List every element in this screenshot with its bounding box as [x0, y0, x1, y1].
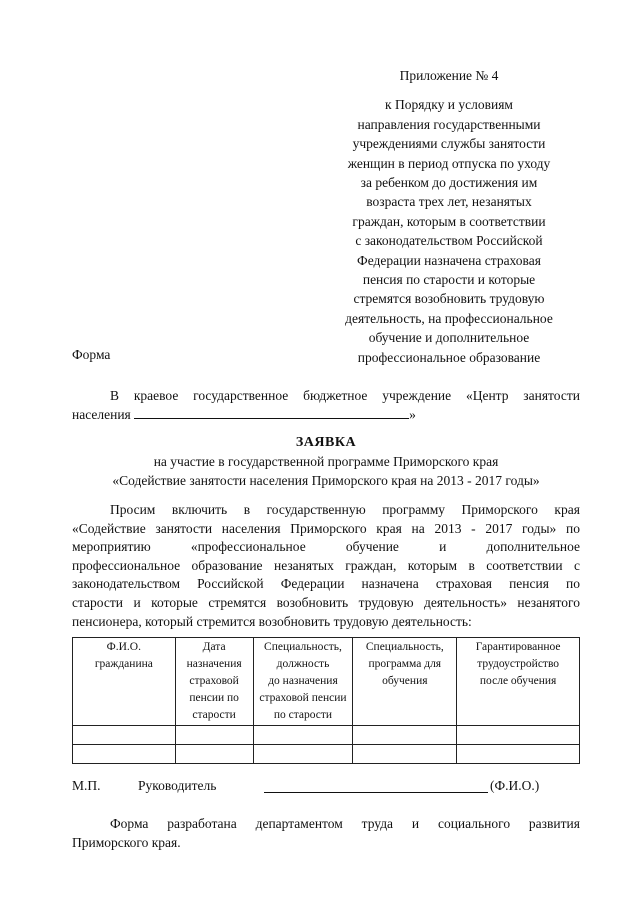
addressee-line-1 [72, 386, 580, 405]
appendix-line: граждан, которым в соответствии [352, 213, 546, 229]
table-header-row [73, 638, 580, 726]
seal-placeholder: М.П. [72, 778, 101, 793]
footer-word: департаментом [255, 816, 343, 831]
signature-line[interactable] [264, 792, 488, 793]
footer-word: Форма [110, 816, 149, 831]
request-word: края [376, 520, 402, 536]
center-name-blank[interactable] [134, 406, 409, 419]
table-cell[interactable] [353, 726, 457, 745]
header-line: пенсии по [189, 692, 239, 704]
request-word: с [573, 557, 580, 573]
footer-word: социального [437, 816, 511, 831]
header-line: страховой пенсии [259, 692, 347, 704]
header-line: после обучения [479, 675, 557, 687]
header-line: Специальность, [365, 641, 444, 653]
addressee-block [72, 386, 580, 424]
table-cell[interactable] [457, 726, 580, 745]
request-word: включить [171, 502, 228, 517]
request-word: граждан, [345, 557, 397, 573]
appendix-line: пенсия по старости и которые [362, 272, 536, 288]
addressee-word: «Центр [465, 388, 509, 403]
appendix-title: Приложение № 4 [399, 68, 499, 83]
column-header-training-program [353, 638, 457, 726]
table-cell[interactable] [353, 745, 457, 764]
request-word: на [411, 520, 425, 536]
addressee-word: государственное [193, 388, 289, 403]
request-word: годы» [522, 520, 557, 536]
request-line [72, 594, 580, 613]
request-word: дополнительное [486, 539, 580, 555]
heading-line-1: на участие в государственной программе Приморского края [153, 454, 499, 469]
request-word: - [471, 520, 476, 536]
addressee-word: учреждение [382, 388, 452, 403]
table-cell[interactable] [457, 745, 580, 764]
footer-word: развития [528, 816, 580, 831]
request-word: программу [382, 502, 446, 517]
request-line [72, 538, 580, 557]
appendix-line: обучение и дополнительное [368, 330, 530, 346]
request-word: занятости [155, 520, 213, 536]
request-word: которым [407, 557, 458, 573]
footer-word: труда [361, 816, 394, 831]
request-word: старости [72, 594, 124, 610]
request-word: по [566, 520, 580, 536]
header-line: Гарантированное [475, 641, 561, 653]
request-line [72, 575, 580, 594]
request-word: 2017 [485, 520, 513, 536]
request-word: мероприятию [72, 539, 151, 555]
appendix-line: деятельность, на профессиональное [345, 310, 553, 326]
request-word: в [243, 502, 251, 517]
column-header-pension-date [175, 638, 253, 726]
appendix-line: за ребенком до достижения им [360, 175, 538, 191]
addressee-word: бюджетное [303, 388, 368, 403]
column-header-fio [73, 638, 176, 726]
header-line: трудоустройство [477, 658, 560, 670]
request-word: образование [191, 557, 263, 573]
addressee-word: занятости [523, 388, 580, 403]
request-word: Приморского [290, 520, 367, 536]
request-word: и [439, 539, 447, 555]
request-word: обучение [345, 539, 399, 555]
request-word: края [554, 502, 580, 517]
appendix-line: к Порядку и условиям [385, 97, 513, 113]
heading-line-2: «Содействие занятости населения Приморского края на 2013 - 2017 годы» [112, 473, 540, 488]
request-word: по [566, 576, 580, 592]
participants-table [72, 637, 580, 764]
footer-note [72, 814, 580, 852]
header-line: Специальность, [264, 641, 342, 653]
request-word: в [468, 557, 475, 573]
request-word: назначена [361, 576, 419, 592]
appendix-block [318, 66, 580, 367]
request-word: незанятых [273, 557, 334, 573]
addressee-line-2 [72, 405, 580, 424]
header-line: программа для [368, 658, 442, 670]
table-row [73, 745, 580, 764]
request-word: Российской [197, 576, 264, 592]
header-line: старости [192, 709, 236, 721]
request-line [72, 557, 580, 576]
request-word: Просим [110, 502, 156, 517]
addressee-word: краевое [133, 388, 179, 403]
request-word: пенсия [509, 576, 549, 592]
request-word: трудовую [358, 594, 414, 610]
column-header-prior-position [253, 638, 353, 726]
appendix-line: направления государственными [357, 116, 541, 132]
table-cell[interactable] [73, 745, 176, 764]
request-word: стремятся [208, 594, 267, 610]
request-word: Приморского [461, 502, 538, 517]
header-line: страховой [189, 675, 239, 687]
application-title: ЗАЯВКА [295, 435, 357, 450]
header-line: назначения [186, 658, 242, 670]
request-word: деятельность» [423, 594, 507, 610]
column-header-guaranteed-employment [457, 638, 580, 726]
request-line: пенсионера, который стремится возобновить трудовую деятельность: [72, 613, 472, 629]
request-word: «Содействие [72, 520, 146, 536]
header-line: до назначения [268, 675, 338, 687]
header-line: по старости [273, 709, 333, 721]
request-line [72, 501, 580, 520]
request-word: и [133, 594, 141, 610]
footer-line-1 [72, 814, 580, 833]
header-line: Ф.И.О. [106, 641, 141, 653]
request-word: государственную [266, 502, 366, 517]
appendix-line: учреждениями службы занятости [352, 136, 546, 152]
appendix-line: с законодательством Российской [355, 233, 543, 249]
request-line [72, 520, 580, 539]
table-cell[interactable] [253, 726, 353, 745]
table-cell[interactable] [253, 745, 353, 764]
addressee-word: В [110, 388, 120, 403]
request-word: законодательством [72, 576, 181, 592]
footer-word: разработана [167, 816, 237, 831]
footer-word: и [411, 816, 420, 831]
table-cell[interactable] [175, 726, 253, 745]
header-line: гражданина [94, 658, 153, 670]
header-line: обучения [382, 675, 428, 687]
footer-line-2: Приморского края. [72, 835, 181, 850]
appendix-line: возраста трех лет, незанятых [366, 194, 532, 210]
appendix-line: профессиональное образование [357, 349, 541, 365]
appendix-line: Федерации назначена страховая [357, 252, 541, 268]
table-cell[interactable] [175, 745, 253, 764]
request-word: профессиональное [72, 557, 181, 573]
request-word: незанятого [517, 594, 580, 610]
table-cell[interactable] [73, 726, 176, 745]
request-word: 2013 [434, 520, 462, 536]
request-word: Федерации [280, 576, 345, 592]
request-word: населения [221, 520, 281, 536]
table-row [73, 726, 580, 745]
appendix-line: женщин в период отпуска по уходу [347, 155, 551, 171]
manager-label: Руководитель [138, 778, 217, 793]
appendix-line: стремятся возобновить трудовую [353, 291, 545, 307]
request-word: страховая [435, 576, 493, 592]
request-word: соответствии [486, 557, 563, 573]
request-word: которые [151, 594, 198, 610]
header-line: Дата [202, 641, 226, 653]
request-word: возобновить [276, 594, 349, 610]
request-word: «профессиональное [190, 539, 306, 555]
form-label: Форма [72, 347, 111, 362]
header-line: должность [276, 658, 330, 670]
manager-fio-label: (Ф.И.О.) [490, 778, 540, 793]
addressee-prefix: населения [72, 407, 131, 422]
addressee-suffix: » [409, 407, 416, 422]
application-heading [72, 433, 580, 490]
request-paragraph [72, 501, 580, 631]
